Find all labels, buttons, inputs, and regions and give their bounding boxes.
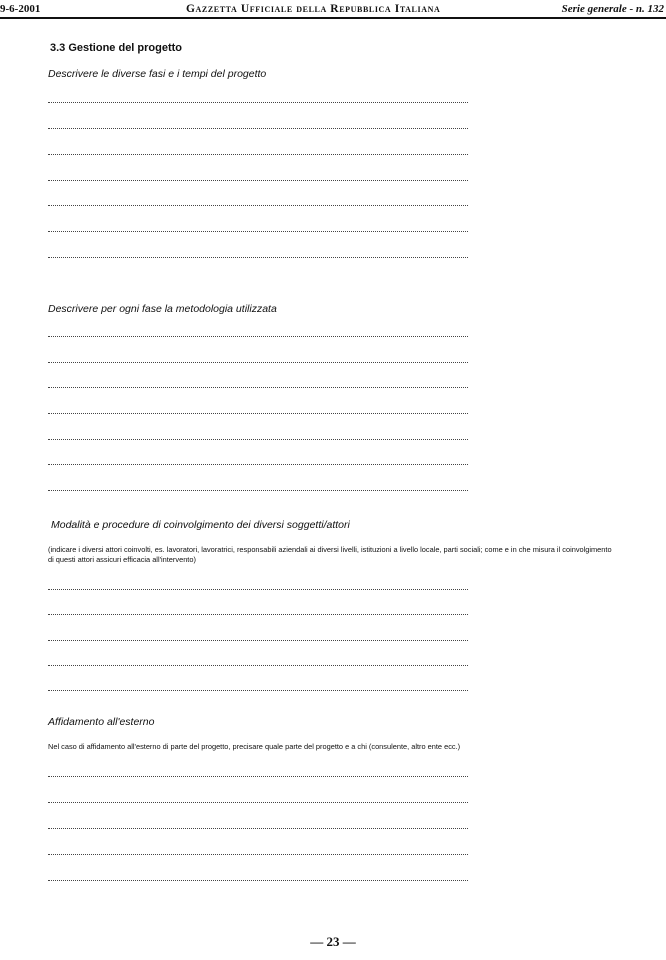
fill-line[interactable] — [48, 828, 468, 829]
page-number: — 23 — — [310, 934, 356, 949]
fill-line[interactable] — [48, 640, 468, 641]
block-involvement-title: Modalità e procedure di coinvolgimento dei diversi soggetti/attori — [51, 519, 350, 531]
header-series: Serie generale - n. 132 — [561, 3, 664, 15]
fill-line[interactable] — [48, 128, 468, 129]
fill-line[interactable] — [48, 776, 468, 777]
header-date: 9-6-2001 — [0, 3, 41, 15]
fill-line[interactable] — [48, 362, 468, 363]
fill-line[interactable] — [48, 464, 468, 465]
fill-line[interactable] — [48, 439, 468, 440]
fill-line[interactable] — [48, 154, 468, 155]
fill-line[interactable] — [48, 387, 468, 388]
fill-line[interactable] — [48, 880, 468, 881]
fill-line[interactable] — [48, 589, 468, 590]
fill-line[interactable] — [48, 614, 468, 615]
fill-line[interactable] — [48, 205, 468, 206]
section-heading: 3.3 Gestione del progetto — [50, 42, 183, 54]
block-outsourcing-title: Affidamento all'esterno — [48, 716, 155, 728]
block-methodology-title: Descrivere per ogni fase la metodologia utilizzata — [48, 303, 277, 315]
fill-line[interactable] — [48, 490, 468, 491]
block-phases-title: Descrivere le diverse fasi e i tempi del progetto — [48, 68, 267, 80]
fill-line[interactable] — [48, 690, 468, 691]
fill-line[interactable] — [48, 102, 468, 103]
fill-line[interactable] — [48, 180, 468, 181]
fill-line[interactable] — [48, 231, 468, 232]
fill-line[interactable] — [48, 257, 468, 258]
block-outsourcing-note: Nel caso di affidamento all'esterno di parte del progetto, precisare quale parte del progetto e a chi (consulente, altro ente ecc.) — [48, 742, 461, 751]
fill-line[interactable] — [48, 854, 468, 855]
fill-line[interactable] — [48, 665, 468, 666]
fill-line[interactable] — [48, 336, 468, 337]
header-rule — [0, 17, 666, 19]
header-publication-title: Gazzetta Ufficiale della Repubblica Italiana — [186, 3, 441, 15]
block-involvement-note: (indicare i diversi attori coinvolti, es. lavoratori, lavoratrici, responsabili aziendali ai diversi livelli, istituzioni a livello locale, parti sociali; come e in che misura il coinvolgimento di questi attori assicuri efficacia all'intervento) — [48, 545, 612, 564]
fill-line[interactable] — [48, 413, 468, 414]
fill-line[interactable] — [48, 802, 468, 803]
